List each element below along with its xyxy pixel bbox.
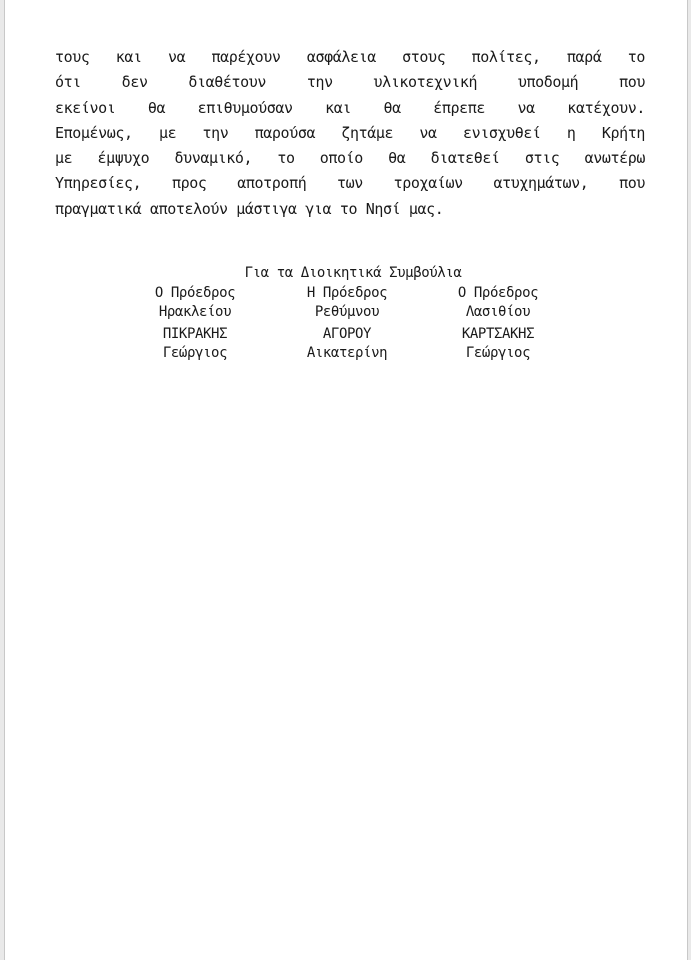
- paragraph-line: με έμψυχο δυναμικό, το οποίο θα διατεθεί στις ανωτέρω: [55, 149, 645, 168]
- paragraph-line: Υπηρεσίες, προς αποτροπή των τροχαίων ατυχημάτων, που: [55, 174, 645, 193]
- signer-role: Η Πρόεδρος: [306, 285, 388, 301]
- paragraph-line: Επομένως, με την παρούσα ζητάμε να ενισχυθεί η Κρήτη: [55, 123, 645, 142]
- signer-region: Ηρακλείου: [158, 303, 232, 320]
- signer-surname: ΠΙΚΡΑΚΗΣ: [162, 326, 228, 342]
- signer-role: Ο Πρόεδρος: [154, 285, 236, 301]
- signature-block-heraklion: [115, 284, 275, 362]
- signer-region: Ρεθύμνου: [314, 303, 380, 320]
- signature-block-lasithi: [418, 284, 578, 362]
- paragraph-line: εκείνοι θα επιθυμούσαν και θα έπρεπε να κατέχουν.: [55, 98, 645, 117]
- signer-first-name: Αικατερίνη: [306, 344, 388, 361]
- signer-surname: ΑΓΟΡΟΥ: [322, 326, 372, 342]
- signer-role: Ο Πρόεδρος: [457, 285, 539, 301]
- signer-region: Λασιθίου: [465, 303, 531, 320]
- signer-first-name: Γεώργιος: [465, 344, 531, 361]
- paragraph-line: τους και να παρέχουν ασφάλεια στους πολίτες, παρά το: [55, 48, 645, 66]
- letter-body: [55, 45, 645, 222]
- signature-heading: Για τα Διοικητικά Συμβούλια: [244, 265, 462, 281]
- paragraph-line: ότι δεν διαθέτουν την υλικοτεχνική υποδομή που: [55, 73, 645, 92]
- signer-surname: ΚΑΡΤΣΑΚΗΣ: [461, 326, 535, 342]
- paragraph-line: πραγματικά αποτελούν μάστιγα για το Νησί μας.: [55, 199, 444, 218]
- signature-block-rethymno: [267, 284, 427, 362]
- signer-first-name: Γεώργιος: [162, 344, 228, 361]
- document-page: [4, 0, 688, 960]
